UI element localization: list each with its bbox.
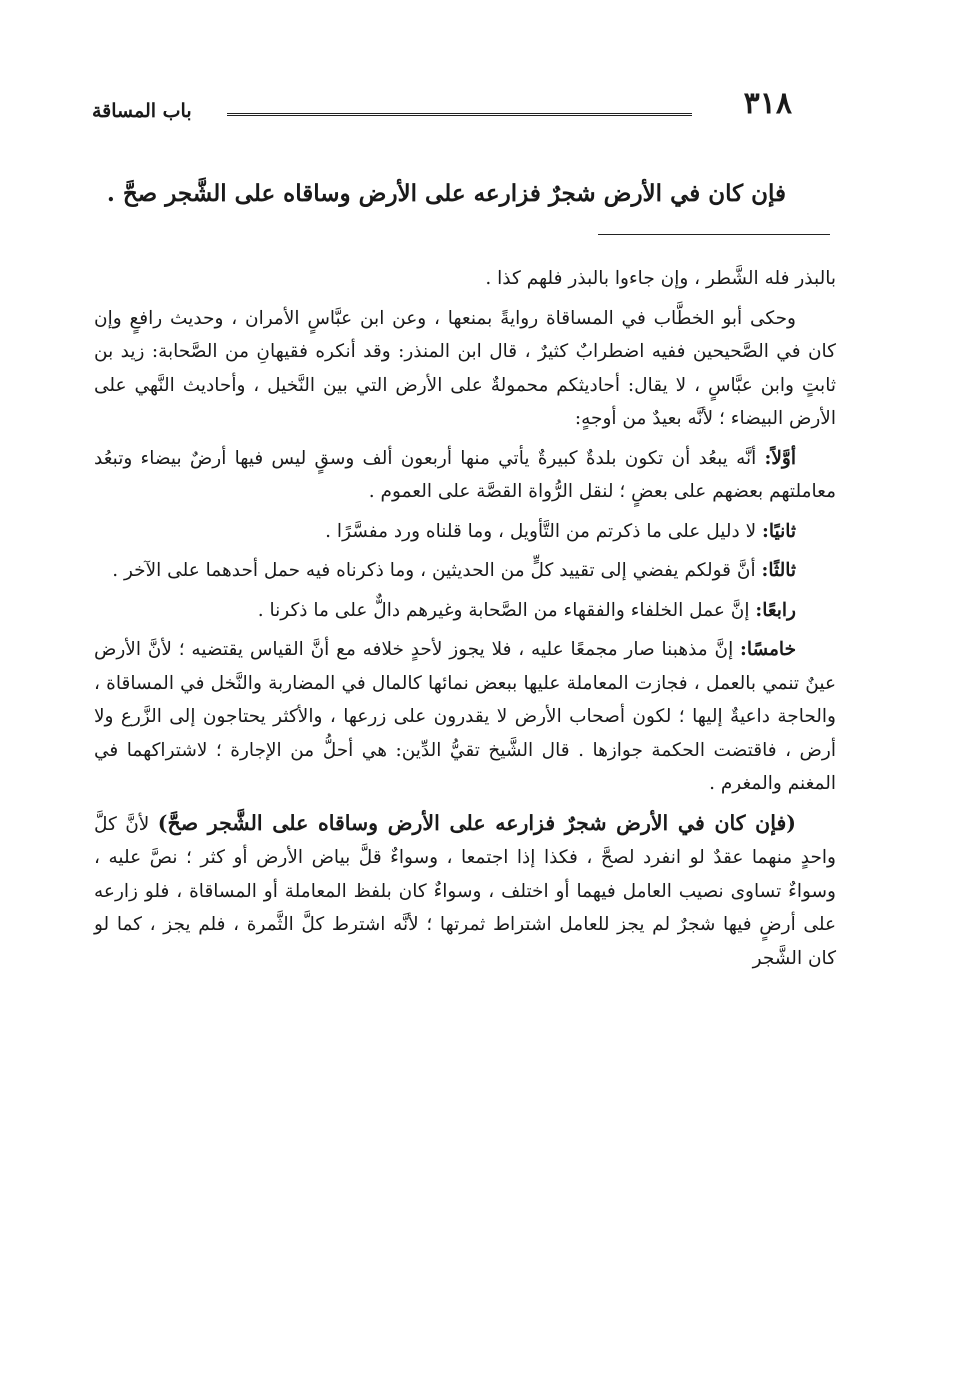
paragraph-matn-commentary: [94, 807, 836, 976]
point-text: إنَّ عمل الخلفاء والفقهاء من الصَّحابة وغيرهم دالٌّ على ما ذكرنا .: [257, 599, 750, 621]
paragraph-fourth-point: [94, 594, 836, 628]
point-label: خامسًا:: [740, 639, 796, 660]
quoted-matn: (فإن كان في الأرض شجرٌ فزارعه على الأرض وساقاه على الشَّجر صحَّ): [157, 810, 796, 835]
point-text: إنَّ مذهبنا صار مجمعًا عليه ، فلا يجوز لأحدٍ خلافه مع أنَّ القياس يقتضيه ؛ لأنَّ الأرض عينٌ تنمي بالعمل ، فجازت المعاملة عليها ببعض نمائها كالمال في المضاربة والنَّخل في المساقاة ، والحاجة داعيةٌ إليها ؛ لكون أصحاب الأرض لا يقدرون على زرعها ، والأكثر يحتاجون إلى الزَّرع ولا أرض ، فاقتضت الحكمة جوازها . قال الشَّيخ تقيُّ الدِّين: هي أحلُّ من الإجارة ؛ لاشتراكهما في المغنم والمغرم .: [94, 639, 836, 794]
paragraph-1: بالبذر فله الشَّطر ، وإن جاءوا بالبذر فلهم كذا .: [485, 268, 836, 289]
matn-divider: [598, 234, 830, 235]
page-header: [92, 86, 792, 136]
point-text: أنَّ قولكم يفضي إلى تقييد كلٍّ من الحديثين ، وما ذكرناه فيه حمل أحدهما على الآخر .: [112, 560, 756, 581]
point-label: رابعًا:: [755, 599, 796, 621]
header-rule: [227, 113, 692, 116]
matn-heading: فإن كان في الأرض شجرٌ فزارعه على الأرض وساقاه على الشَّجر صحَّ .: [106, 180, 786, 207]
section-title: باب المساقة: [92, 100, 192, 122]
point-text: أنَّه يبعُد أن تكون بلدةٌ كبيرةٌ يأتي منها أربعون ألف وسقٍ ليس فيها أرضٌ بيضاء وتبعُد معاملتهم بعضهم على بعضٍ ؛ لنقل الرُّواة القصَّة على العموم .: [94, 447, 836, 502]
point-label: ثالثًا:: [761, 560, 796, 581]
paragraph-third-point: [94, 554, 836, 588]
point-text: لا دليل على ما ذكرتم من التَّأويل ، وما قلناه ورد مفسَّرًا .: [325, 520, 757, 542]
point-label: ثانيًا:: [762, 520, 796, 542]
commentary-text: [94, 262, 836, 981]
paragraph-2: وحكى أبو الخطَّاب في المساقاة روايةً بمنعها ، وعن ابن عبَّاسٍ الأمران ، وحديث رافعٍ وإن كان في الصَّحيحين ففيه اضطرابٌ كثيرٌ ، قال ابن المنذر: وقد أنكره فقيهانِ من الصَّحابة: زيد بن ثابتٍ وابن عبَّاسٍ ، لا يقال: أحاديثكم محمولةٌ على الأرض التي بين النَّخيل ، وأحاديث النَّهي على الأرض البيضاء ؛ لأنَّه بعيدٌ من أوجهٍ:: [94, 307, 836, 429]
paragraph-fifth-point: [94, 633, 836, 801]
point-label: أوَّلاً:: [764, 447, 796, 469]
paragraph-first-point: [94, 442, 836, 509]
commentary-continuation: لأنَّ كلَّ واحدٍ منهما عقدٌ لو انفرد لصحَّ ، فكذا إذا اجتمعا ، وسواءٌ قلَّ بياض الأرض أو كثر ؛ نصَّ عليه ، وسواءٌ تساوى نصيب العامل فيهما أو اختلف ، وسواءٌ كان بلفظ المعاملة أو المساقاة ، فلو زارعه على أرضٍ فيها شجرٌ لم يجز للعامل اشتراط ثمرتها ؛ لأنَّه اشترط كلَّ الثَّمرة ، فلم يجز ، كما لو كان الشَّجر: [94, 813, 836, 969]
page-number: ٣١٨: [743, 86, 792, 121]
paragraph-second-point: [94, 515, 836, 549]
